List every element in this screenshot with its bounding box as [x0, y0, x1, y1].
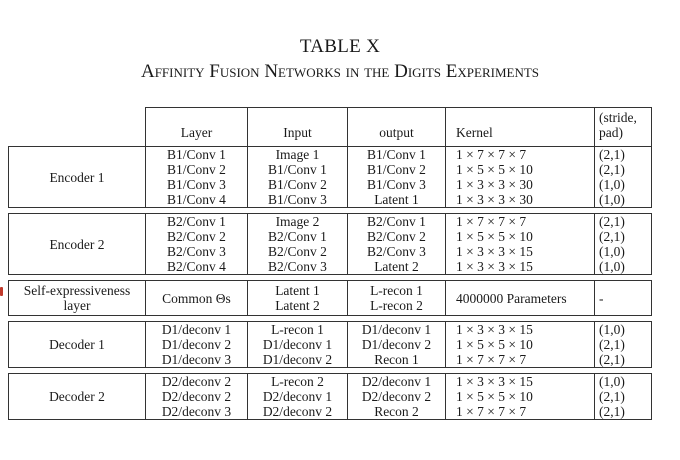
- cell-input: D1/deconv 1: [248, 337, 348, 352]
- table-row-self-expressiveness: [9, 281, 652, 316]
- cell-output: B1/Conv 3: [348, 177, 446, 192]
- cell-layer: B1/Conv 3: [146, 177, 248, 192]
- table-number: TABLE X: [299, 36, 381, 57]
- cell-input: D2/deconv 1: [248, 389, 348, 404]
- cell-kernel: 1 × 7 × 7 × 7: [446, 404, 595, 420]
- cell-layer: B1/Conv 4: [146, 192, 248, 208]
- architecture-table: [8, 107, 652, 420]
- cell-input: [248, 281, 348, 316]
- col-header-output: output: [348, 108, 446, 142]
- cell-input: Image 2: [248, 214, 348, 230]
- cell-kernel: 1 × 7 × 7 × 7: [446, 352, 595, 368]
- cell-kernel: 1 × 3 × 3 × 15: [446, 322, 595, 338]
- cell-line: L-recon 2: [370, 298, 423, 313]
- cell-stride-pad: (2,1): [595, 214, 652, 230]
- col-header-layer: Layer: [146, 108, 248, 142]
- margin-marker: [0, 287, 3, 296]
- cell-input: Image 1: [248, 147, 348, 163]
- cell-stride-pad: (2,1): [595, 229, 652, 244]
- col-header-kernel: Kernel: [446, 108, 595, 142]
- block-label-line: Self-expressiveness: [23, 283, 131, 298]
- cell-layer: D1/deconv 2: [146, 337, 248, 352]
- cell-kernel: 1 × 5 × 5 × 10: [446, 389, 595, 404]
- cell-kernel: 1 × 7 × 7 × 7: [446, 214, 595, 230]
- cell-stride-pad: (1,0): [595, 374, 652, 390]
- cell-output: D2/deconv 1: [348, 374, 446, 390]
- cell-output: Latent 2: [348, 259, 446, 275]
- cell-kernel: 1 × 3 × 3 × 15: [446, 259, 595, 275]
- cell-input: B2/Conv 1: [248, 229, 348, 244]
- block-label-line: layer: [63, 298, 91, 313]
- cell-layer: D1/deconv 1: [146, 322, 248, 338]
- cell-stride-pad: (1,0): [595, 244, 652, 259]
- cell-output: [348, 281, 446, 316]
- cell-kernel: 4000000 Parameters: [446, 281, 595, 316]
- cell-input: D2/deconv 2: [248, 404, 348, 420]
- cell-input: B2/Conv 3: [248, 259, 348, 275]
- table-row: [9, 214, 652, 230]
- cell-kernel: 1 × 5 × 5 × 10: [446, 229, 595, 244]
- cell-input: L-recon 2: [248, 374, 348, 390]
- cell-layer: B2/Conv 3: [146, 244, 248, 259]
- cell-output: B1/Conv 2: [348, 162, 446, 177]
- cell-stride-pad: (2,1): [595, 389, 652, 404]
- cell-layer: Common Θs: [146, 281, 248, 316]
- cell-kernel: 1 × 7 × 7 × 7: [446, 147, 595, 163]
- cell-kernel: 1 × 3 × 3 × 30: [446, 192, 595, 208]
- cell-input: B2/Conv 2: [248, 244, 348, 259]
- cell-layer: D2/deconv 2: [146, 389, 248, 404]
- cell-stride-pad: (2,1): [595, 147, 652, 163]
- cell-output: Latent 1: [348, 192, 446, 208]
- cell-layer: B2/Conv 2: [146, 229, 248, 244]
- cell-stride-pad: (2,1): [595, 162, 652, 177]
- cell-kernel: 1 × 3 × 3 × 30: [446, 177, 595, 192]
- table-row: [9, 374, 652, 390]
- table-row: [9, 147, 652, 163]
- cell-layer: D2/deconv 2: [146, 374, 248, 390]
- cell-output: B1/Conv 1: [348, 147, 446, 163]
- cell-input: B1/Conv 3: [248, 192, 348, 208]
- cell-layer: B2/Conv 4: [146, 259, 248, 275]
- cell-stride-pad: -: [595, 281, 652, 316]
- cell-output: Recon 2: [348, 404, 446, 420]
- cell-layer: B1/Conv 1: [146, 147, 248, 163]
- cell-kernel: 1 × 5 × 5 × 10: [446, 162, 595, 177]
- cell-output: B2/Conv 3: [348, 244, 446, 259]
- cell-stride-pad: (2,1): [595, 404, 652, 420]
- cell-kernel: 1 × 3 × 3 × 15: [446, 374, 595, 390]
- cell-layer: B2/Conv 1: [146, 214, 248, 230]
- cell-layer: B1/Conv 2: [146, 162, 248, 177]
- cell-line: Latent 1: [275, 283, 320, 298]
- cell-stride-pad: (1,0): [595, 192, 652, 208]
- cell-stride-pad: (1,0): [595, 259, 652, 275]
- cell-output: B2/Conv 1: [348, 214, 446, 230]
- header-row: [9, 108, 652, 142]
- cell-stride-pad: (1,0): [595, 177, 652, 192]
- block-label-self-expressiveness: [9, 281, 146, 316]
- table-title: Affinity Fusion Networks in the Digits Experiments: [140, 61, 540, 82]
- block-label-decoder-1: Decoder 1: [9, 322, 146, 368]
- col-header-stride-pad: (stride, pad): [595, 108, 652, 142]
- cell-input: L-recon 1: [248, 322, 348, 338]
- cell-output: B2/Conv 2: [348, 229, 446, 244]
- cell-line: L-recon 1: [370, 283, 423, 298]
- cell-stride-pad: (1,0): [595, 322, 652, 338]
- table-row: [9, 322, 652, 338]
- cell-kernel: 1 × 5 × 5 × 10: [446, 337, 595, 352]
- cell-output: D1/deconv 1: [348, 322, 446, 338]
- cell-output: Recon 1: [348, 352, 446, 368]
- cell-input: B1/Conv 1: [248, 162, 348, 177]
- cell-output: D1/deconv 2: [348, 337, 446, 352]
- block-label-encoder-2: Encoder 2: [9, 214, 146, 275]
- block-label-decoder-2: Decoder 2: [9, 374, 146, 420]
- col-header-input: Input: [248, 108, 348, 142]
- cell-kernel: 1 × 3 × 3 × 15: [446, 244, 595, 259]
- cell-line: Latent 2: [275, 298, 320, 313]
- cell-input: B1/Conv 2: [248, 177, 348, 192]
- cell-layer: D2/deconv 3: [146, 404, 248, 420]
- cell-input: D1/deconv 2: [248, 352, 348, 368]
- cell-output: D2/deconv 2: [348, 389, 446, 404]
- cell-stride-pad: (2,1): [595, 352, 652, 368]
- cell-layer: D1/deconv 3: [146, 352, 248, 368]
- cell-stride-pad: (2,1): [595, 337, 652, 352]
- block-label-encoder-1: Encoder 1: [9, 147, 146, 208]
